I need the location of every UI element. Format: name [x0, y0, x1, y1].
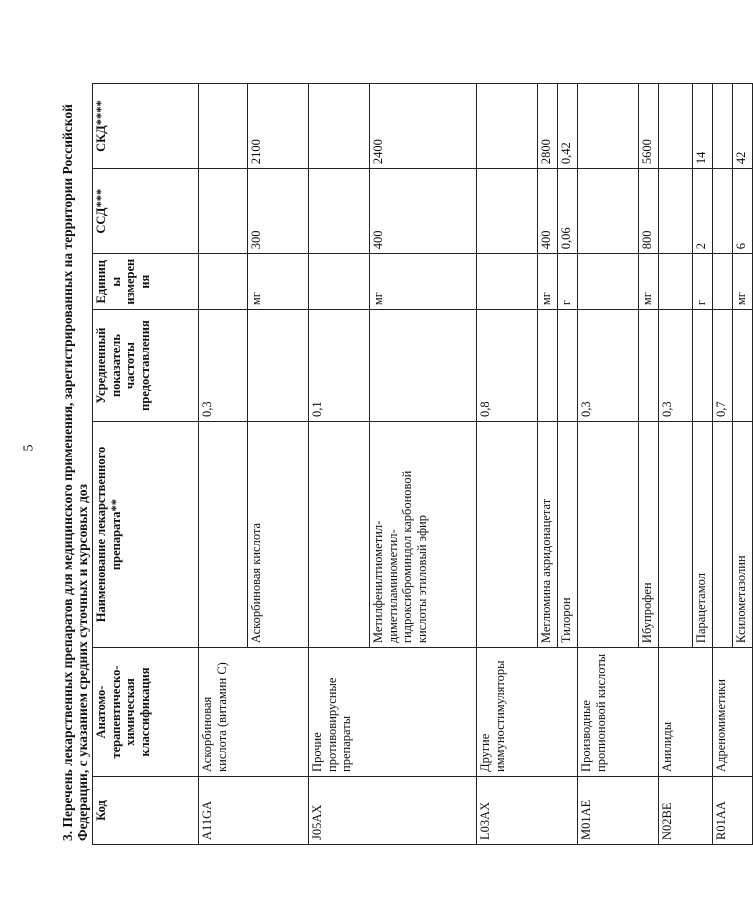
table-row — [309, 84, 370, 845]
cell-code: M01AE — [578, 776, 659, 844]
cell-frequency: 0,8 — [477, 310, 538, 422]
column-header-frequency: Усредненный показатель частоты предоставления — [93, 310, 199, 422]
cell-drug-name — [199, 421, 248, 647]
cell-frequency — [248, 310, 309, 422]
cell-ssd — [199, 169, 248, 254]
cell-skd: 2100 — [248, 84, 309, 169]
column-header-drug-name: Наименование лекарственного препарата** — [93, 421, 199, 647]
cell-drug-name: Аскорбиновая кислота — [248, 421, 309, 647]
table-row — [578, 84, 639, 845]
page-number: 5 — [21, 444, 37, 452]
cell-atc: Другие иммуностимуляторы — [477, 648, 578, 777]
cell-frequency: 0,7 — [713, 310, 733, 422]
cell-unit — [199, 254, 248, 310]
cell-frequency: 0,3 — [578, 310, 639, 422]
table-row — [477, 84, 538, 845]
cell-code: A11GA — [199, 776, 309, 844]
cell-frequency — [538, 310, 558, 422]
cell-unit — [309, 254, 370, 310]
drug-dose-table — [92, 83, 753, 845]
cell-unit: г — [693, 254, 713, 310]
table-row — [713, 84, 733, 845]
cell-frequency — [370, 310, 477, 422]
cell-drug-name: Меглюмина акридонацетат — [538, 421, 558, 647]
cell-skd: 0,42 — [558, 84, 578, 169]
cell-ssd — [309, 169, 370, 254]
cell-ssd: 6 — [733, 169, 753, 254]
cell-unit — [578, 254, 639, 310]
cell-skd: 14 — [693, 84, 713, 169]
table-row — [199, 84, 248, 845]
cell-drug-name: Парацетамол — [693, 421, 713, 647]
cell-ssd — [659, 169, 693, 254]
cell-skd — [199, 84, 248, 169]
cell-drug-name: Метилфенилтиометил-диметиламинометил-гидроксиброминдол карбоновой кислоты этиловый эфир — [370, 421, 477, 647]
column-header-code: Код — [93, 776, 199, 844]
cell-drug-name: Ибупрофен — [639, 421, 659, 647]
cell-unit: г — [558, 254, 578, 310]
cell-atc: Анилиды — [659, 648, 713, 777]
cell-skd: 2400 — [370, 84, 477, 169]
column-header-ssd: ССД*** — [93, 169, 199, 254]
cell-code: L03AX — [477, 776, 578, 844]
cell-skd: 5600 — [639, 84, 659, 169]
cell-unit: мг — [639, 254, 659, 310]
cell-ssd — [713, 169, 733, 254]
cell-frequency — [733, 310, 753, 422]
cell-drug-name — [659, 421, 693, 647]
cell-frequency: 0,3 — [199, 310, 248, 422]
cell-frequency — [639, 310, 659, 422]
column-header-unit: Единицы измерения — [93, 254, 199, 310]
cell-ssd: 800 — [639, 169, 659, 254]
cell-unit: мг — [248, 254, 309, 310]
cell-unit — [713, 254, 733, 310]
cell-skd: 2800 — [538, 84, 558, 169]
cell-ssd: 300 — [248, 169, 309, 254]
table-header-row — [93, 84, 199, 845]
column-header-skd: СКД**** — [93, 84, 199, 169]
cell-atc: Адреномиметики — [713, 648, 753, 777]
cell-frequency: 0,1 — [309, 310, 370, 422]
cell-ssd: 2 — [693, 169, 713, 254]
cell-drug-name — [309, 421, 370, 647]
cell-ssd: 0,06 — [558, 169, 578, 254]
cell-ssd: 400 — [370, 169, 477, 254]
cell-atc: Прочие противовирусные препараты — [309, 648, 477, 777]
cell-unit — [477, 254, 538, 310]
cell-skd — [477, 84, 538, 169]
cell-unit: мг — [538, 254, 558, 310]
cell-code: J05AX — [309, 776, 477, 844]
cell-skd: 42 — [733, 84, 753, 169]
cell-skd — [713, 84, 733, 169]
cell-ssd — [578, 169, 639, 254]
cell-ssd: 400 — [538, 169, 558, 254]
cell-frequency: 0,3 — [659, 310, 693, 422]
rotated-page-content — [46, 55, 748, 855]
cell-skd — [309, 84, 370, 169]
cell-drug-name: Тилорон — [558, 421, 578, 647]
cell-skd — [659, 84, 693, 169]
cell-code: N02BE — [659, 776, 713, 844]
section-heading: 3. Перечень лекарственных препаратов для медицинского применения, зарегистрированных на территории Российской Федерации, с указанием средних суточных и курсовых доз — [60, 104, 90, 841]
cell-drug-name — [477, 421, 538, 647]
cell-drug-name — [578, 421, 639, 647]
cell-drug-name — [713, 421, 733, 647]
cell-skd — [578, 84, 639, 169]
table-row — [659, 84, 693, 845]
column-header-atc: Анатомо-терапевтическо-химическая классификация — [93, 648, 199, 777]
cell-code: R01AA — [713, 776, 753, 844]
cell-drug-name: Ксилометазолин — [733, 421, 753, 647]
cell-frequency — [558, 310, 578, 422]
cell-ssd — [477, 169, 538, 254]
cell-frequency — [693, 310, 713, 422]
cell-atc: Аскорбиновая кислота (витамин С) — [199, 648, 309, 777]
cell-unit — [659, 254, 693, 310]
cell-unit: мг — [370, 254, 477, 310]
cell-unit: мг — [733, 254, 753, 310]
cell-atc: Производные пропионовой кислоты — [578, 648, 659, 777]
